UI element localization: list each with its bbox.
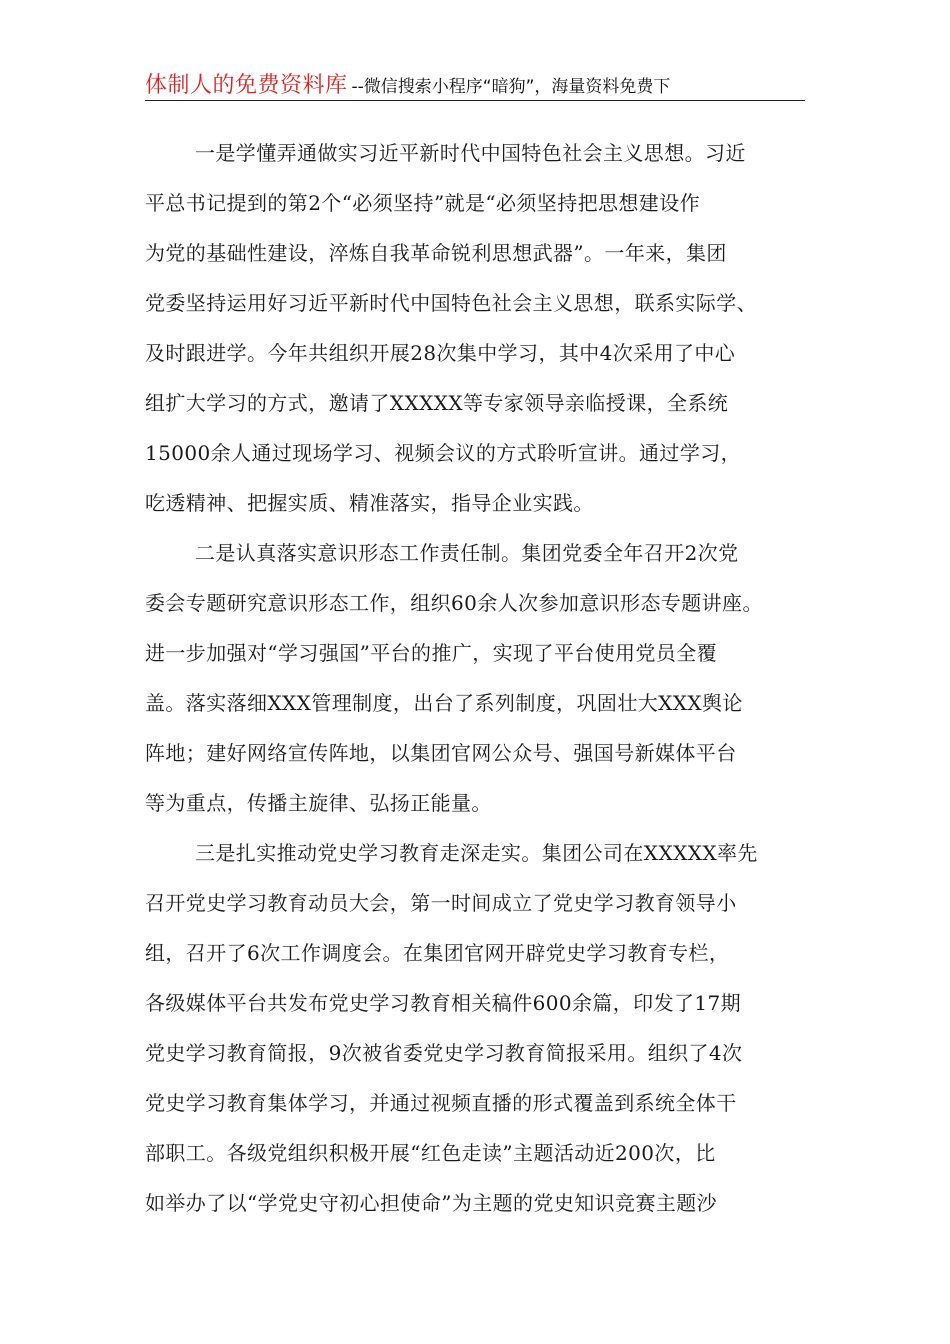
paragraph-line: 为党的基础性建设，淬炼自我革命锐利思想武器”。一年来，集团 [145, 241, 727, 265]
paragraph-line: 盖。落实落细XXX管理制度，出台了系列制度，巩固壮大XXX舆论 [145, 691, 743, 715]
header-note: --微信搜索小程序“暗狗”，海量资料免费下 [351, 77, 671, 97]
paragraph-line: 委会专题研究意识形态工作，组织60余人次参加意识形态专题讲座。 [145, 591, 763, 615]
paragraph-line: 党委坚持运用好习近平新时代中国特色社会主义思想，联系实际学、 [145, 291, 757, 315]
paragraph-line: 二是认真落实意识形态工作责任制。集团党委全年召开2次党 [195, 541, 739, 565]
paragraph-line: 召开党史学习教育动员大会，第一时间成立了党史学习教育领导小 [145, 891, 737, 915]
paragraph-1 [145, 128, 805, 528]
paragraph-line: 党史学习教育集体学习，并通过视频直播的形式覆盖到系统全体干 [145, 1091, 737, 1115]
paragraph-2 [145, 528, 805, 828]
paragraph-line: 党史学习教育简报，9次被省委党史学习教育简报采用。组织了4次 [145, 1041, 743, 1065]
paragraph-line: 部职工。各级党组织积极开展“红色走读”主题活动近200次，比 [145, 1141, 716, 1165]
paragraph-line: 等为重点，传播主旋律、弘扬正能量。 [145, 791, 492, 815]
paragraph-line: 吃透精神、把握实质、精准落实，指导企业实践。 [145, 491, 594, 515]
header-divider [145, 100, 805, 101]
paragraph-line: 平总书记提到的第2个“必须坚持”就是“必须坚持把思想建设作 [145, 191, 700, 215]
paragraph-line: 各级媒体平台共发布党史学习教育相关稿件600余篇，印发了17期 [145, 991, 742, 1015]
paragraph-line: 组扩大学习的方式，邀请了XXXXX等专家领导亲临授课，全系统 [145, 391, 729, 415]
paragraph-line: 如举办了以“学党史守初心担使命”为主题的党史知识竞赛主题沙 [145, 1191, 718, 1215]
paragraph-line: 一是学懂弄通做实习近平新时代中国特色社会主义思想。习近 [195, 141, 746, 165]
page-header [145, 68, 805, 104]
paragraph-line: 15000余人通过现场学习、视频会议的方式聆听宣讲。通过学习， [145, 441, 742, 465]
paragraph-line: 阵地；建好网络宣传阵地，以集团官网公众号、强国号新媒体平台 [145, 741, 737, 765]
paragraph-line: 及时跟进学。今年共组织开展28次集中学习，其中4次采用了中心 [145, 341, 736, 365]
header-brand-title: 体制人的免费资料库 [145, 73, 348, 98]
paragraph-line: 组，召开了6次工作调度会。在集团官网开辟党史学习教育专栏， [145, 941, 730, 965]
paragraph-line: 进一步加强对“学习强国”平台的推广，实现了平台使用党员全覆 [145, 641, 718, 665]
document-body [145, 128, 805, 1228]
paragraph-3 [145, 828, 805, 1228]
paragraph-line: 三是扎实推动党史学习教育走深走实。集团公司在XXXXX率先 [195, 841, 758, 865]
